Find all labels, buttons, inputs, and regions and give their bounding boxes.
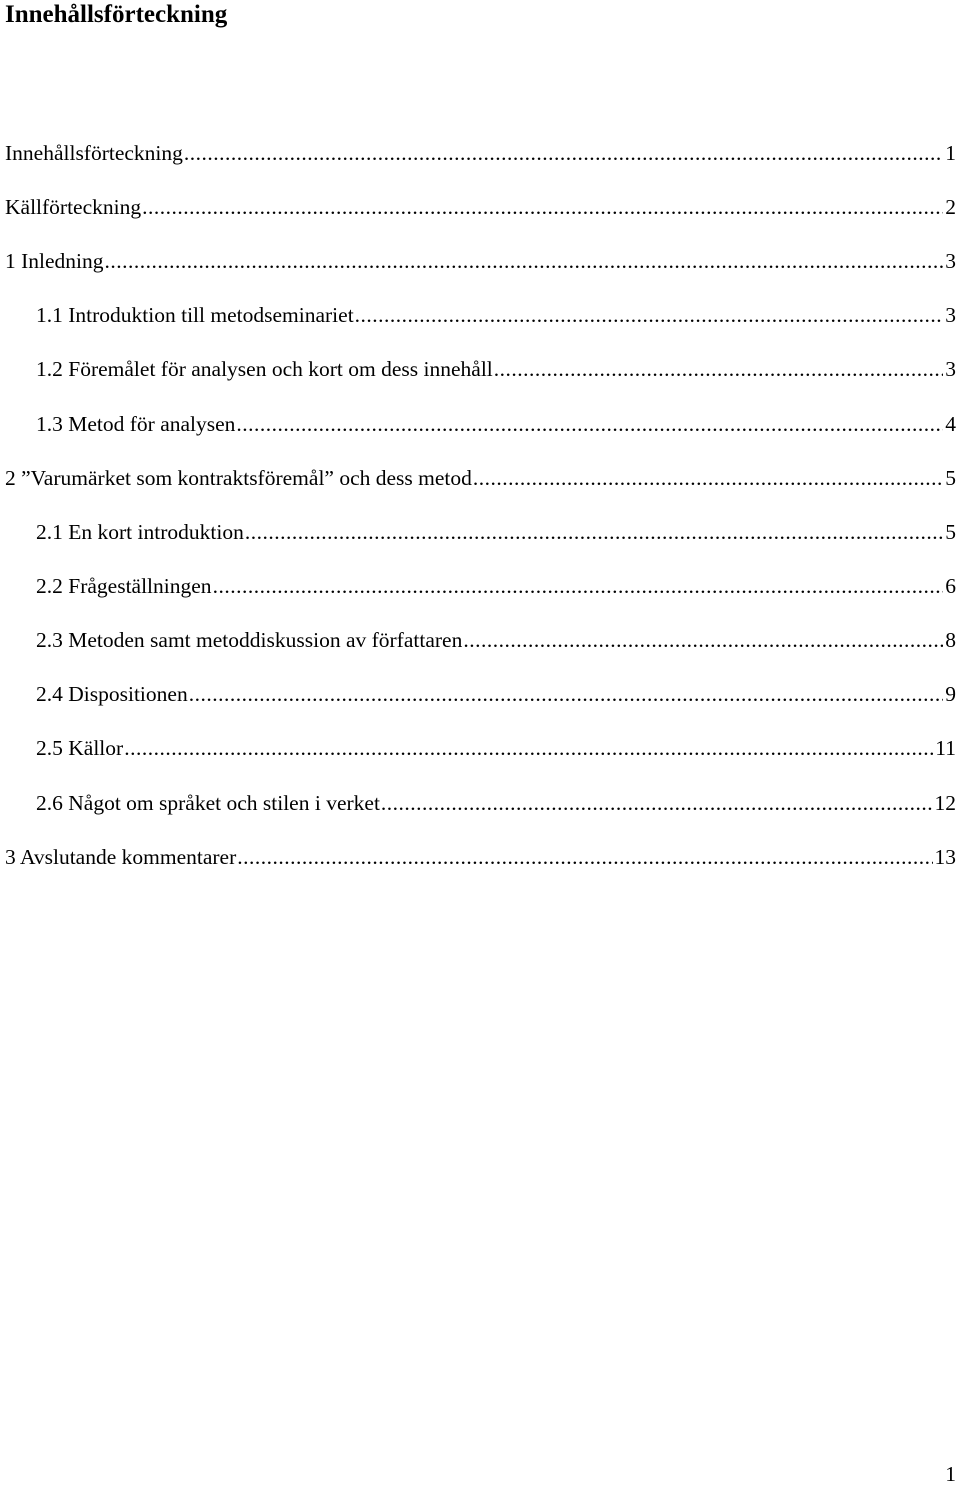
toc-entry-page: 12: [934, 791, 956, 815]
toc-dot-leader: [184, 139, 943, 167]
toc-entry[interactable]: [5, 843, 956, 871]
toc-entry[interactable]: [36, 410, 956, 438]
toc-entry-title: Källförteckning: [5, 195, 142, 219]
toc-entry[interactable]: [36, 734, 956, 762]
toc-entry-title: 2.6 Något om språket och stilen i verket: [36, 791, 380, 815]
toc-entry-page: 9: [945, 682, 956, 706]
toc-entry-title: 2.5 Källor: [36, 736, 124, 760]
toc-dot-leader: [213, 572, 944, 600]
toc-entry-page: 4: [945, 412, 956, 436]
toc-entry[interactable]: [5, 139, 956, 167]
toc-dot-leader: [124, 734, 933, 762]
toc-entry-page: 11: [935, 736, 956, 760]
toc-entry[interactable]: [36, 355, 956, 383]
toc-entry[interactable]: [36, 626, 956, 654]
toc-entry[interactable]: [36, 680, 956, 708]
toc-entry-page: 5: [945, 466, 956, 490]
toc-entry-page: 3: [945, 357, 956, 381]
toc-dot-leader: [463, 626, 943, 654]
toc-entry[interactable]: [36, 572, 956, 600]
toc-entry-page: 13: [934, 845, 956, 869]
toc-entry-page: 2: [945, 195, 956, 219]
toc-entry-title: 2.1 En kort introduktion: [36, 520, 244, 544]
toc-dot-leader: [142, 193, 943, 221]
toc-dot-leader: [473, 464, 943, 492]
toc-entry-title: 3 Avslutande kommentarer: [5, 845, 237, 869]
toc-entry-title: 1.2 Föremålet för analysen och kort om dess innehåll: [36, 357, 493, 381]
toc-entry-title: 1.3 Metod för analysen: [36, 412, 236, 436]
toc-entry-title: 2.4 Dispositionen: [36, 682, 188, 706]
page-number: 1: [945, 1462, 956, 1486]
toc-entry[interactable]: [36, 301, 956, 329]
toc-dot-leader: [237, 843, 932, 871]
toc-entry-title: 2.2 Frågeställningen: [36, 574, 212, 598]
toc-entry[interactable]: [5, 193, 956, 221]
page-heading: Innehållsförteckning: [5, 1, 228, 28]
toc-entry-page: 5: [945, 520, 956, 544]
toc-entry-title: 1 Inledning: [5, 249, 104, 273]
toc-entry-page: 3: [945, 249, 956, 273]
toc-dot-leader: [105, 247, 944, 275]
toc-dot-leader: [355, 301, 944, 329]
toc-dot-leader: [245, 518, 943, 546]
toc-entry-title: 1.1 Introduktion till metodseminariet: [36, 303, 354, 327]
toc-entry-page: 8: [945, 628, 956, 652]
toc-entry[interactable]: [5, 247, 956, 275]
toc-entry[interactable]: [36, 789, 956, 817]
toc-dot-leader: [189, 680, 944, 708]
toc-entry-title: 2.3 Metoden samt metoddiskussion av författaren: [36, 628, 463, 652]
toc-dot-leader: [494, 355, 943, 383]
toc-entry[interactable]: [36, 518, 956, 546]
toc-entry-page: 1: [945, 141, 956, 165]
toc-entry-page: 6: [945, 574, 956, 598]
toc-entry-title: 2 ”Varumärket som kontraktsföremål” och dess metod: [5, 466, 472, 490]
toc-entry[interactable]: [5, 464, 956, 492]
toc-dot-leader: [381, 789, 933, 817]
toc-entry-page: 3: [945, 303, 956, 327]
toc-dot-leader: [236, 410, 943, 438]
toc-entry-title: Innehållsförteckning: [5, 141, 183, 165]
